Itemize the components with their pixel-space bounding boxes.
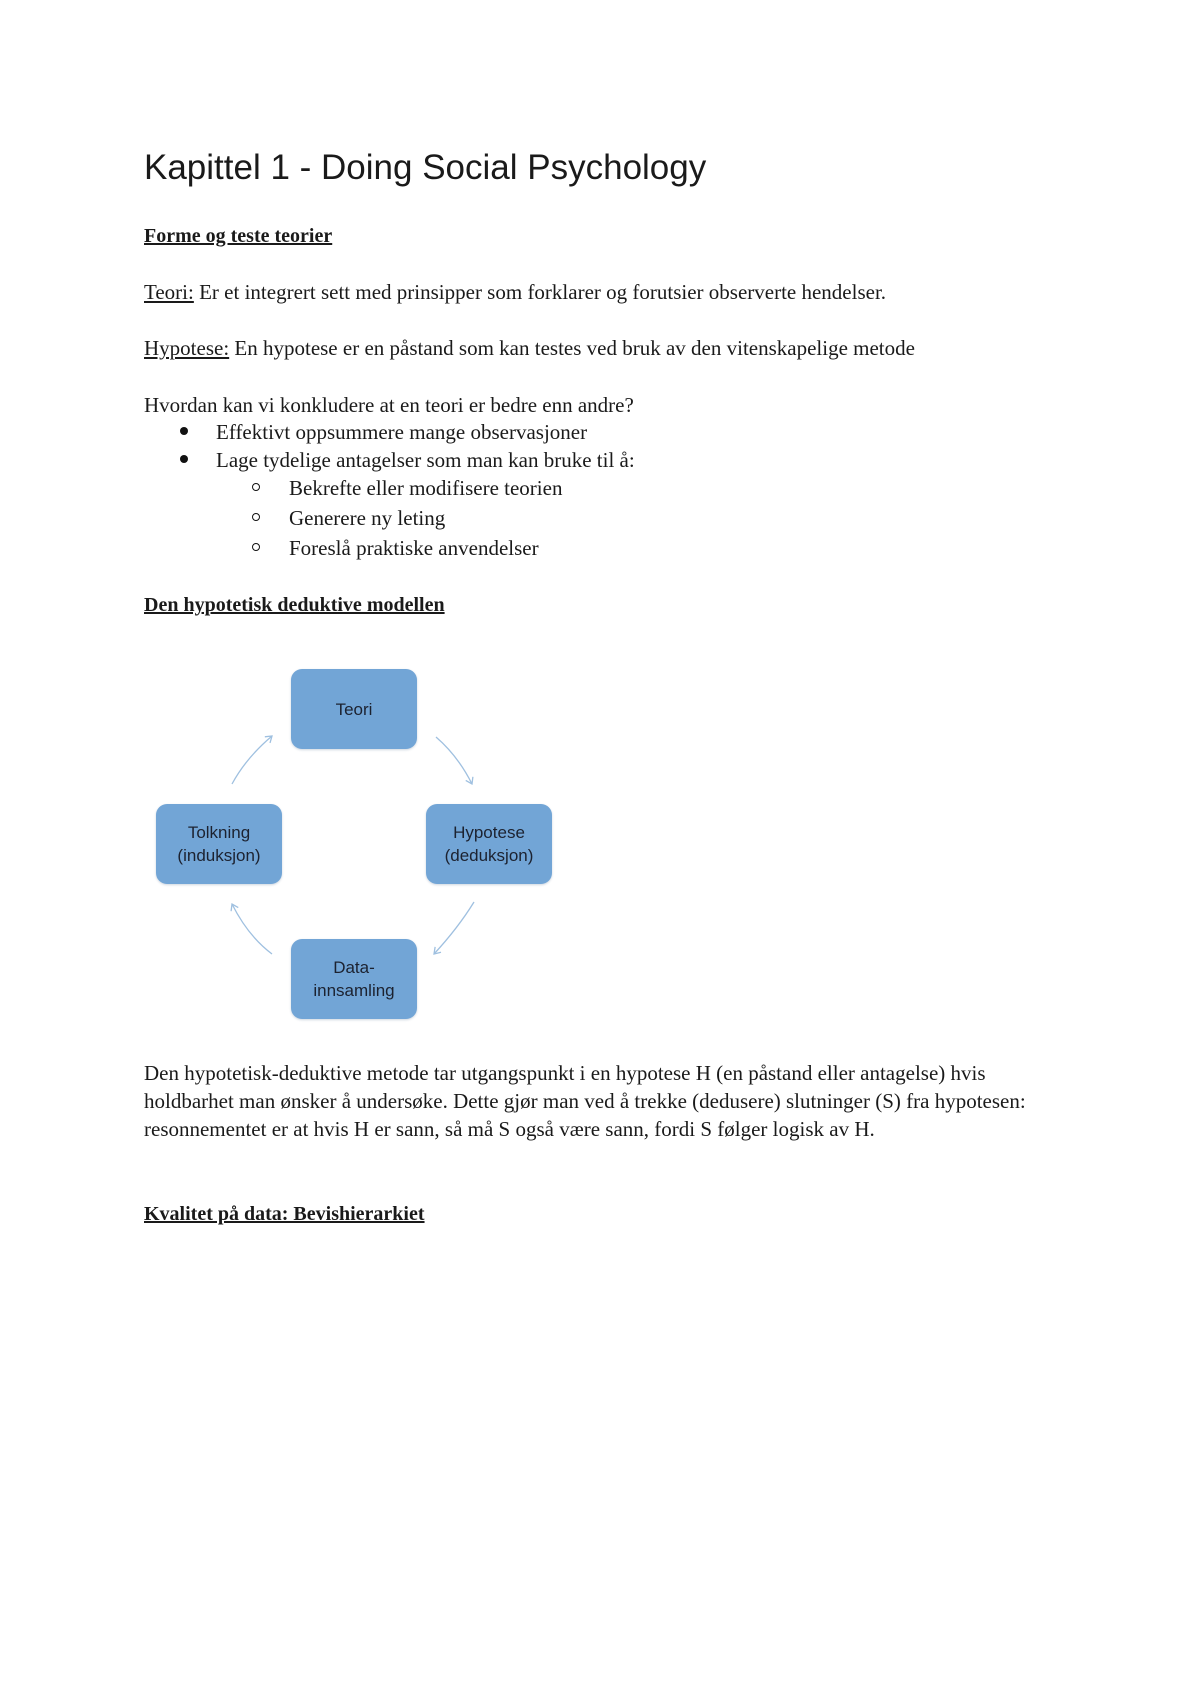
bullet-ring-icon	[252, 483, 260, 491]
diagram-node-datainnsamling: Data- innsamling	[291, 939, 417, 1019]
sub-list-item-text: Bekrefte eller modifisere teorien	[289, 476, 563, 500]
hypotese-term: Hypotese:	[144, 336, 230, 360]
diagram-node-teori: Teori	[291, 669, 417, 749]
arrow-data-to-tolkning	[232, 904, 272, 954]
teori-definition	[144, 278, 886, 306]
hypotese-definition	[144, 334, 915, 362]
arrow-teori-to-hypotese	[436, 737, 472, 784]
section-heading-modell: Den hypotetisk deduktive modellen	[144, 594, 445, 616]
sub-list-item	[144, 534, 635, 562]
model-description: Den hypotetisk-deduktive metode tar utgangspunkt i en hypotese H (en påstand eller antagelse) hvis holdbarhet man ønsker å undersøke. Dette gjør man ved å trekke (dedusere) slutninger (S) fra hypotesen: resonnementet er at hvis H er sann, så må S også være sann, fordi S følger logisk av H.	[144, 1061, 1026, 1141]
bullet-dot-icon	[180, 427, 188, 435]
page-title: Kapittel 1 - Doing Social Psychology	[144, 148, 707, 187]
section-heading-forme: Forme og teste teorier	[144, 225, 333, 247]
question-text: Hvordan kan vi konkludere at en teori er bedre enn andre?	[144, 393, 634, 417]
teori-text: Er et integrert sett med prinsipper som forklarer og forutsier observerte hendelser.	[193, 280, 887, 304]
criteria-list	[144, 418, 635, 562]
hypotese-text: En hypotese er en påstand som kan testes ved bruk av den vitenskapelige metode	[229, 336, 915, 360]
list-item-text: Effektivt oppsummere mange observasjoner	[216, 420, 588, 444]
bullet-ring-icon	[252, 513, 260, 521]
list-item	[144, 418, 635, 446]
bullet-ring-icon	[252, 543, 260, 551]
sub-list-item-text: Foreslå praktiske anvendelser	[289, 536, 539, 560]
teori-term: Teori:	[144, 280, 194, 304]
sub-list-item-text: Generere ny leting	[289, 506, 446, 530]
list-item-text: Lage tydelige antagelser som man kan bruke til å:	[216, 448, 635, 472]
list-item	[144, 446, 635, 474]
bullet-dot-icon	[180, 455, 188, 463]
arrow-tolkning-to-teori	[232, 736, 272, 784]
diagram-node-hypotese: Hypotese (deduksjon)	[426, 804, 552, 884]
section-heading-kvalitet: Kvalitet på data: Bevishierarkiet	[144, 1203, 425, 1225]
arrow-hypotese-to-data	[434, 902, 474, 954]
diagram-node-tolkning: Tolkning (induksjon)	[156, 804, 282, 884]
sub-list-item	[144, 474, 635, 502]
sub-list-item	[144, 504, 635, 532]
